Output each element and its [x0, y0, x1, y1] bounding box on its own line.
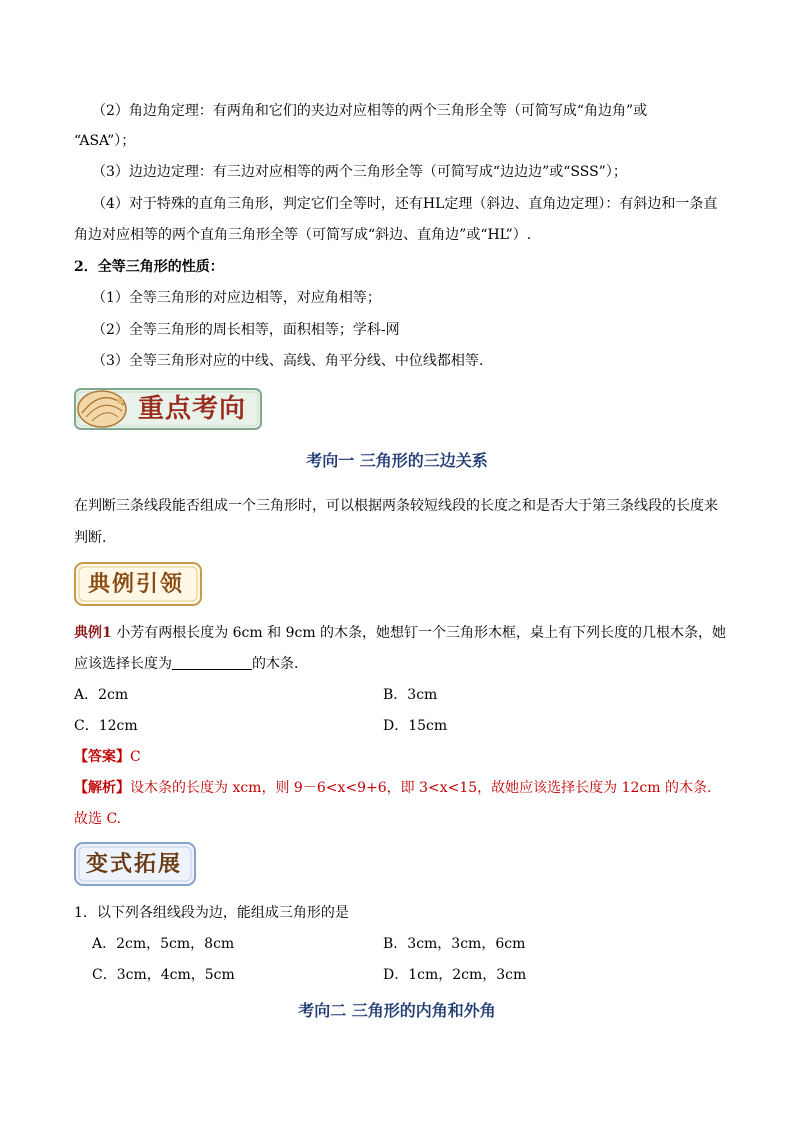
property-item: （2）全等三角形的周长相等，面积相等；学科-网 [92, 322, 400, 338]
example-option-c: C．12cm [74, 718, 138, 734]
example-option-d: D．15cm [383, 718, 448, 734]
example-question-cont [74, 654, 298, 674]
focus-banner [74, 383, 264, 433]
answer-value: C [130, 749, 141, 765]
property-item: （3）全等三角形对应的中线、高线、角平分线、中位线都相等. [92, 353, 484, 369]
theorem-asa-cont: “ASA”）； [74, 133, 136, 149]
theorem-hl-cont: 角边对应相等的两个直角三角形全等（可简写成“斜边、直角边”或“HL”）. [74, 227, 532, 243]
theorem-hl: （4）对于特殊的直角三角形，判定它们全等时，还有HL定理（斜边、直角边定理）：有斜边和一条直 [92, 196, 718, 212]
example-answer [74, 747, 141, 767]
example-question-cont-b: 的木条. [252, 656, 299, 672]
answer-blank [172, 655, 252, 670]
direction2-title: 考向二 三角形的内角和外角 [298, 1001, 496, 1020]
variant-banner [74, 842, 196, 886]
direction1-desc: 在判断三条线段能否组成一个三角形时，可以根据两条较短线段的长度之和是否大于第三条线段的长度来 [74, 498, 718, 514]
example-analysis [74, 778, 711, 798]
exercise-question: 1．以下列各组线段为边，能组成三角形的是 [74, 905, 349, 921]
exercise-option-a: A．2cm，5cm，8cm [92, 936, 235, 952]
direction1-title: 考向一 三角形的三边关系 [306, 451, 488, 470]
analysis-text: 设木条的长度为 xcm，则 9－6<x<9+6，即 3<x<15，故她应该选择长度为 12cm 的木条. [130, 780, 712, 796]
example-question-cont-a: 应该选择长度为 [74, 656, 172, 672]
direction1-desc-cont: 判断. [74, 530, 107, 546]
exercise-option-d: D．1cm，2cm，3cm [383, 967, 527, 983]
exercise-option-c: C．3cm，4cm，5cm [92, 967, 235, 983]
variant-banner-label: 变式拓展 [86, 851, 183, 877]
example-option-b: B．3cm [383, 687, 438, 703]
analysis-label: 【解析】 [74, 780, 130, 796]
example-question [74, 623, 726, 643]
answer-label: 【答案】 [74, 749, 130, 765]
example-banner [74, 562, 202, 606]
example-label: 典例1 [74, 625, 112, 641]
theorem-asa: （2）角边角定理：有两角和它们的夹边对应相等的两个三角形全等（可简写成“角边角”或 [92, 103, 648, 119]
seashell-icon [74, 383, 130, 431]
properties-heading: 2．全等三角形的性质： [74, 259, 224, 275]
property-item: （1）全等三角形的对应边相等，对应角相等； [92, 290, 381, 306]
example-banner-label: 典例引领 [88, 571, 185, 597]
example-conclusion: 故选 C. [74, 811, 122, 827]
theorem-sss: （3）边边边定理：有三边对应相等的两个三角形全等（可简写成“边边边”或“SSS”）； [92, 164, 627, 180]
exercise-option-b: B．3cm，3cm，6cm [383, 936, 526, 952]
focus-banner-label: 重点考向 [138, 394, 247, 424]
example-question-text: 小芳有两根长度为 6cm 和 9cm 的木条，她想钉一个三角形木框，桌上有下列长度的几根木条，她 [111, 625, 727, 641]
example-option-a: A．2cm [74, 687, 129, 703]
